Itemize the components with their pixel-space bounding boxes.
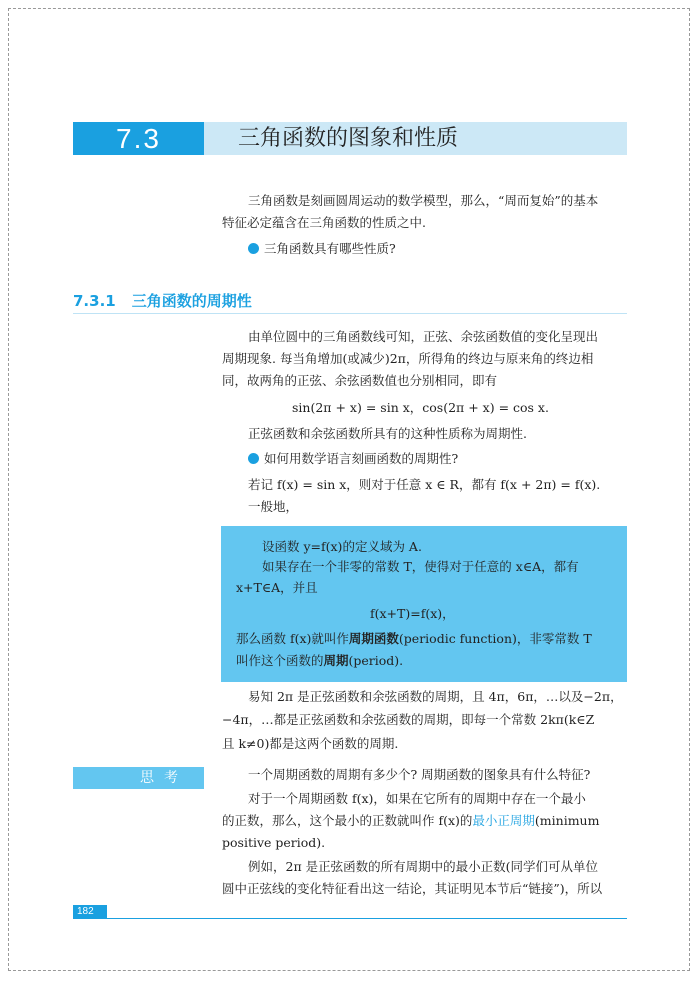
- body-line: 易知 2π 是正弦函数和余弦函数的周期，且 4π，6π，…以及−2π，: [248, 689, 623, 704]
- definition-formula: f(x+T)=f(x)，: [370, 606, 455, 621]
- term-period: 周期: [323, 653, 349, 668]
- text: (period).: [348, 653, 404, 668]
- bullet-icon: [248, 243, 259, 254]
- body-line: 对于一个周期函数 f(x)，如果在它所有的周期中存在一个最小: [248, 791, 586, 806]
- intro-question: [248, 241, 396, 257]
- page-number: 182: [73, 905, 107, 919]
- section-heading: [73, 290, 268, 311]
- body-line: 且 k≠0)都是这两个函数的周期.: [222, 736, 399, 751]
- question: [248, 451, 458, 467]
- text: (periodic function)，非零常数 T: [398, 631, 592, 646]
- bullet-icon: [248, 453, 259, 464]
- think-question: 一个周期函数的周期有多少个? 周期函数的图象具有什么特征?: [248, 767, 591, 782]
- question-text: 如何用数学语言刻画函数的周期性?: [264, 451, 459, 466]
- definition-line: [236, 653, 403, 669]
- section-title: 三角函数的周期性: [131, 292, 252, 310]
- intro-line: 特征必定蕴含在三角函数的性质之中.: [222, 215, 426, 230]
- footer-rule: [73, 918, 627, 919]
- chapter-number: 7.3: [73, 122, 204, 155]
- text: (minimum: [534, 813, 600, 828]
- body-line: 同，故两角的正弦、余弦函数值也分别相同，即有: [222, 373, 498, 388]
- text: 那么函数 f(x)就叫作: [236, 631, 349, 646]
- body-line: [222, 813, 599, 829]
- body-line: 正弦函数和余弦函数所具有的这种性质称为周期性.: [248, 426, 527, 441]
- body-line: 例如，2π 是正弦函数的所有周期中的最小正数(同学们可从单位: [248, 859, 599, 874]
- definition-line: 设函数 y=f(x)的定义域为 A.: [262, 539, 422, 554]
- body-line: 若记 f(x) = sin x，则对于任意 x ∈ R，都有 f(x + 2π) = f(x).: [248, 477, 601, 492]
- chapter-title: 三角函数的图象和性质: [238, 126, 459, 151]
- formula: sin(2π + x) = sin x，cos(2π + x) = cos x.: [292, 400, 549, 415]
- text: 叫作这个函数的: [236, 653, 324, 668]
- term-minimum-positive-period: 最小正周期: [472, 813, 535, 828]
- text: 的正数，那么，这个最小的正数就叫作 f(x)的: [222, 813, 473, 828]
- body-line: −4π，…都是正弦函数和余弦函数的周期，即每一个常数 2kπ(k∈Z: [222, 712, 595, 727]
- term-periodic-function: 周期函数: [348, 631, 399, 646]
- think-label: 思考: [73, 767, 204, 789]
- section-number: 7.3.1: [73, 292, 116, 310]
- body-line: 周期现象. 每当角增加(或减少)2π，所得角的终边与原来角的终边相: [222, 351, 594, 366]
- body-line: 圆中正弦线的变化特征看出这一结论，其证明见本节后“链接”)，所以: [222, 881, 603, 896]
- intro-line: 三角函数是刻画圆周运动的数学模型，那么，“周而复始”的基本: [248, 193, 599, 208]
- chapter-header: [73, 122, 627, 155]
- definition-line: 如果存在一个非零的常数 T，使得对于任意的 x∈A，都有: [262, 559, 579, 574]
- body-line: 由单位圆中的三角函数线可知，正弦、余弦函数值的变化呈现出: [248, 329, 599, 344]
- question-text: 三角函数具有哪些性质?: [264, 241, 396, 256]
- definition-line: [236, 631, 592, 647]
- body-line: positive period).: [222, 835, 326, 850]
- definition-line: x+T∈A，并且: [236, 580, 318, 595]
- body-line: 一般地，: [248, 499, 299, 514]
- section-divider: [73, 313, 627, 314]
